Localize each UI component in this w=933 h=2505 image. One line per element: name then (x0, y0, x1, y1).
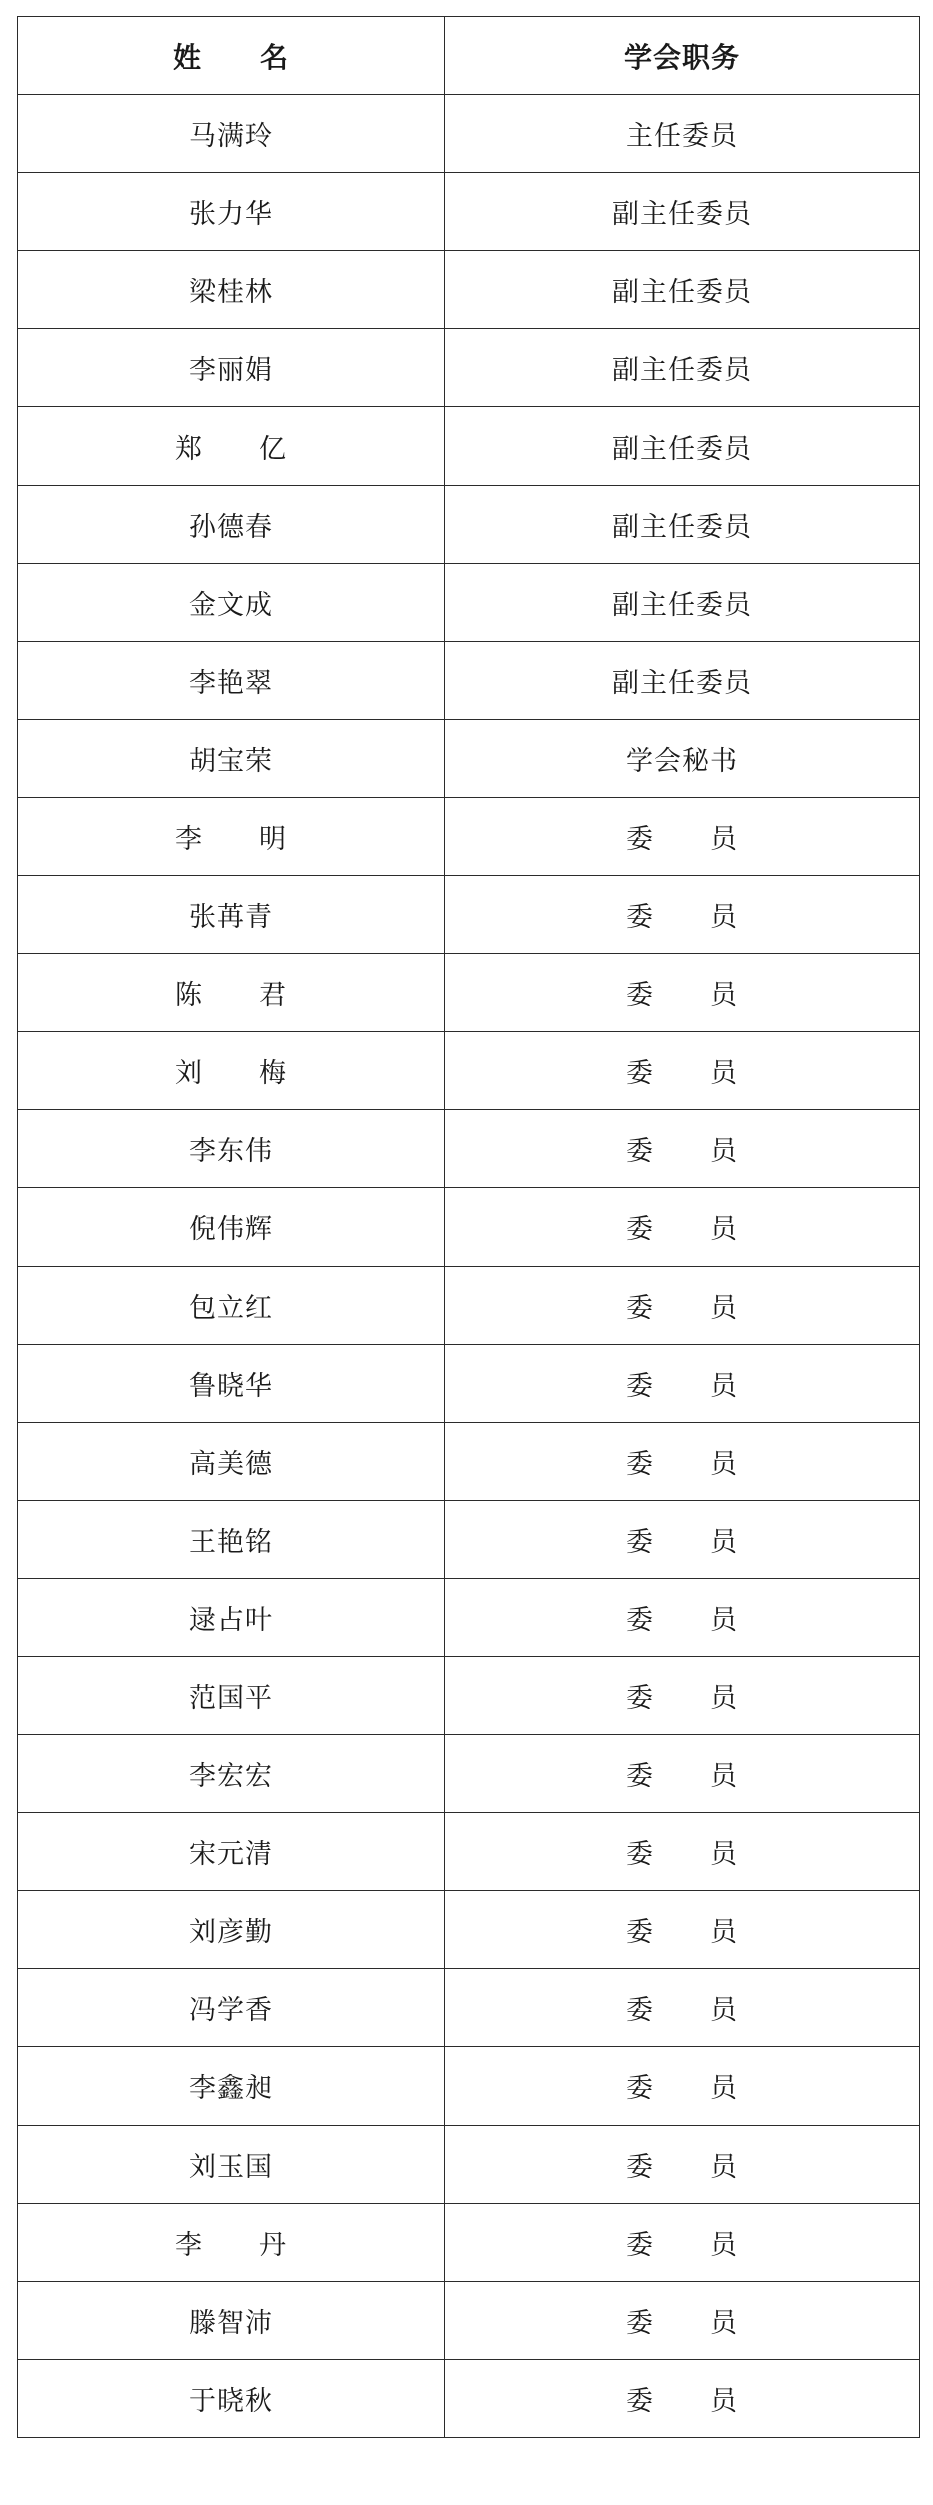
member-role-cell: 委 员 (445, 1266, 920, 1344)
column-header-name: 姓 名 (18, 17, 445, 95)
member-role-cell: 副主任委员 (445, 173, 920, 251)
table-row (18, 1969, 920, 2047)
member-name-cell: 张力华 (18, 173, 445, 251)
committee-roster-table (17, 16, 920, 2438)
member-role-cell: 主任委员 (445, 95, 920, 173)
table-row (18, 329, 920, 407)
member-role-cell: 副主任委员 (445, 329, 920, 407)
member-name-cell: 胡宝荣 (18, 719, 445, 797)
table-body (18, 95, 920, 2438)
member-name-cell: 孙德春 (18, 485, 445, 563)
member-role-cell: 委 员 (445, 1032, 920, 1110)
member-role-cell: 委 员 (445, 1735, 920, 1813)
table-row (18, 2203, 920, 2281)
member-role-cell: 委 员 (445, 2281, 920, 2359)
table-row (18, 407, 920, 485)
member-role-cell: 委 员 (445, 1578, 920, 1656)
member-name-cell: 李艳翠 (18, 641, 445, 719)
table-row (18, 1500, 920, 1578)
table-row (18, 876, 920, 954)
member-role-cell: 副主任委员 (445, 563, 920, 641)
member-name-cell: 高美德 (18, 1422, 445, 1500)
member-name-cell: 滕智沛 (18, 2281, 445, 2359)
table-row (18, 1266, 920, 1344)
member-name-cell: 李 丹 (18, 2203, 445, 2281)
member-role-cell: 委 员 (445, 1656, 920, 1734)
member-role-cell: 委 员 (445, 1500, 920, 1578)
member-role-cell: 委 员 (445, 2047, 920, 2125)
table-row (18, 95, 920, 173)
member-name-cell: 李丽娟 (18, 329, 445, 407)
member-role-cell: 委 员 (445, 1813, 920, 1891)
member-name-cell: 李东伟 (18, 1110, 445, 1188)
member-role-cell: 委 员 (445, 797, 920, 875)
member-name-cell: 于晓秋 (18, 2359, 445, 2437)
member-name-cell: 宋元清 (18, 1813, 445, 1891)
member-role-cell: 学会秘书 (445, 719, 920, 797)
member-role-cell: 副主任委员 (445, 251, 920, 329)
member-role-cell: 委 员 (445, 954, 920, 1032)
table-row (18, 485, 920, 563)
member-name-cell: 逯占叶 (18, 1578, 445, 1656)
member-role-cell: 委 员 (445, 1110, 920, 1188)
table-row (18, 1813, 920, 1891)
member-role-cell: 副主任委员 (445, 641, 920, 719)
member-name-cell: 李宏宏 (18, 1735, 445, 1813)
member-role-cell: 委 员 (445, 2125, 920, 2203)
member-role-cell: 委 员 (445, 1422, 920, 1500)
table-row (18, 2047, 920, 2125)
table-row (18, 1344, 920, 1422)
member-role-cell: 委 员 (445, 1188, 920, 1266)
table-row (18, 1891, 920, 1969)
member-role-cell: 委 员 (445, 1891, 920, 1969)
member-role-cell: 委 员 (445, 876, 920, 954)
member-name-cell: 冯学香 (18, 1969, 445, 2047)
table-header (18, 17, 920, 95)
member-name-cell: 王艳铭 (18, 1500, 445, 1578)
table-row (18, 1735, 920, 1813)
member-role-cell: 副主任委员 (445, 485, 920, 563)
member-name-cell: 马满玲 (18, 95, 445, 173)
table-row (18, 797, 920, 875)
column-header-role: 学会职务 (445, 17, 920, 95)
member-role-cell: 委 员 (445, 2359, 920, 2437)
member-name-cell: 陈 君 (18, 954, 445, 1032)
member-name-cell: 张苒青 (18, 876, 445, 954)
member-name-cell: 刘玉国 (18, 2125, 445, 2203)
member-name-cell: 李鑫昶 (18, 2047, 445, 2125)
member-role-cell: 副主任委员 (445, 407, 920, 485)
table-row (18, 1656, 920, 1734)
member-name-cell: 李 明 (18, 797, 445, 875)
member-name-cell: 范国平 (18, 1656, 445, 1734)
table-row (18, 251, 920, 329)
member-role-cell: 委 员 (445, 1969, 920, 2047)
member-name-cell: 包立红 (18, 1266, 445, 1344)
member-name-cell: 鲁晓华 (18, 1344, 445, 1422)
member-name-cell: 郑 亿 (18, 407, 445, 485)
table-row (18, 1578, 920, 1656)
table-row (18, 1422, 920, 1500)
member-role-cell: 委 员 (445, 1344, 920, 1422)
member-name-cell: 金文成 (18, 563, 445, 641)
member-role-cell: 委 员 (445, 2203, 920, 2281)
table-row (18, 2359, 920, 2437)
member-name-cell: 倪伟辉 (18, 1188, 445, 1266)
table-row (18, 1188, 920, 1266)
member-name-cell: 刘彦勤 (18, 1891, 445, 1969)
table-row (18, 563, 920, 641)
table-row (18, 2281, 920, 2359)
table-row (18, 641, 920, 719)
table-row (18, 1032, 920, 1110)
member-name-cell: 梁桂林 (18, 251, 445, 329)
header-row (18, 17, 920, 95)
member-name-cell: 刘 梅 (18, 1032, 445, 1110)
table-row (18, 2125, 920, 2203)
table-row (18, 173, 920, 251)
table-row (18, 719, 920, 797)
table-row (18, 1110, 920, 1188)
table-row (18, 954, 920, 1032)
